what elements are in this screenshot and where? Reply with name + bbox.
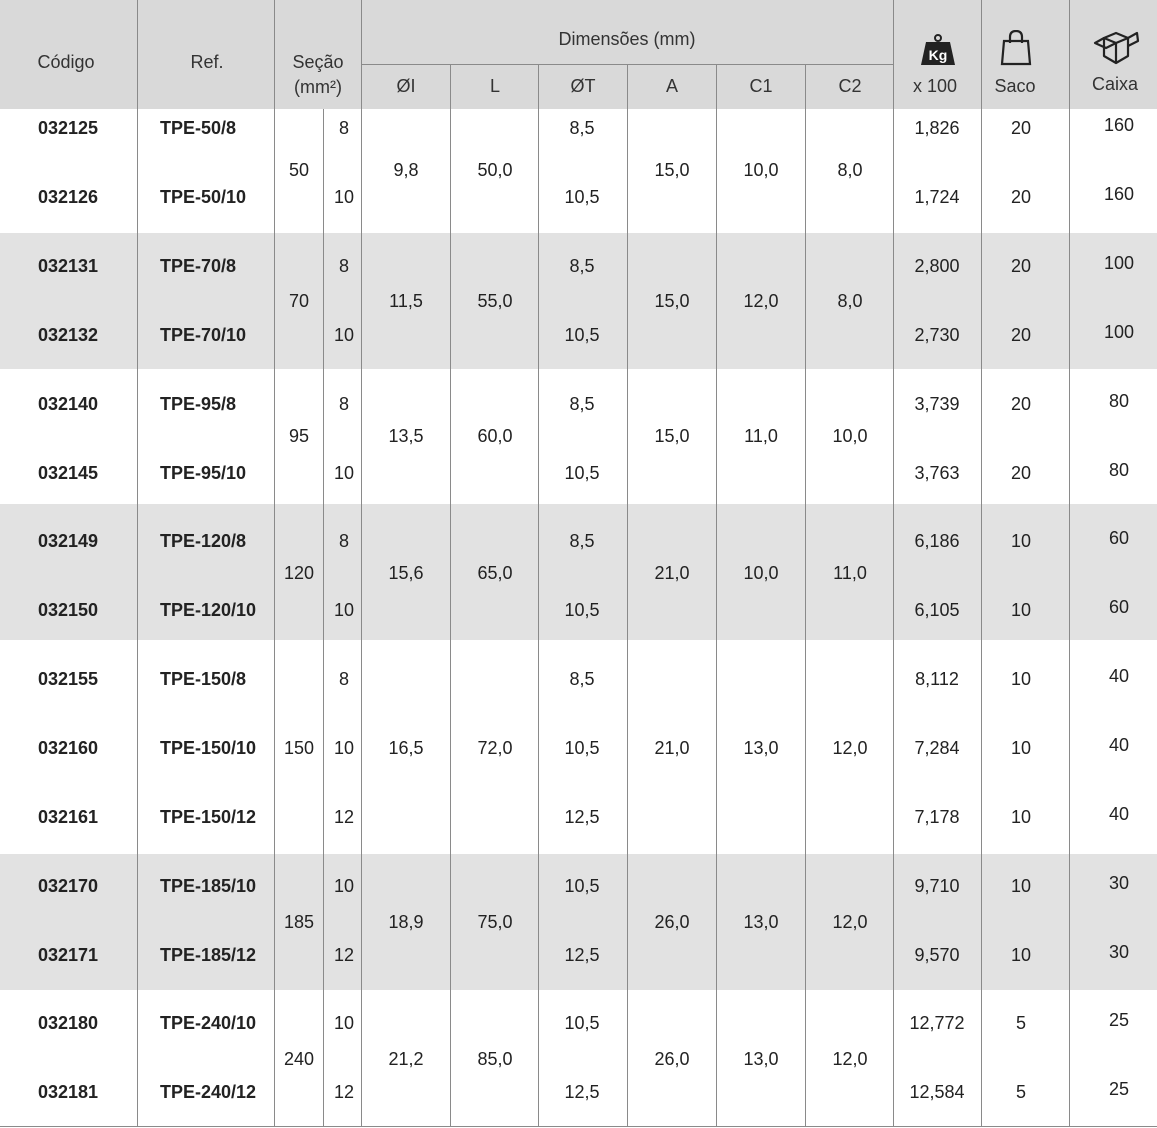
secao-sub-cell: 10: [333, 738, 355, 758]
caixa-cell: 80: [1108, 460, 1130, 480]
row-divider: [0, 1126, 1157, 1127]
codigo-cell: 032126: [38, 187, 99, 207]
secao-sub-cell: 10: [333, 600, 355, 620]
codigo-cell: 032145: [38, 463, 99, 483]
c1-cell: 13,0: [743, 912, 779, 932]
l-cell: 65,0: [477, 563, 513, 583]
c2-cell: 12,0: [832, 1049, 868, 1069]
ref-cell: TPE-150/8: [160, 669, 247, 689]
caixa-cell: 25: [1108, 1079, 1130, 1099]
ref-cell: TPE-95/8: [160, 394, 237, 414]
c1-cell: 10,0: [743, 563, 779, 583]
kg-cell: 9,710: [914, 876, 960, 896]
secao-sub-cell: 12: [333, 945, 355, 965]
oi-cell: 13,5: [388, 426, 424, 446]
codigo-cell: 032181: [38, 1082, 99, 1102]
ref-cell: TPE-50/10: [160, 187, 247, 207]
ot-cell: 12,5: [564, 807, 600, 827]
kg-cell: 2,730: [914, 325, 960, 345]
l-cell: 55,0: [477, 291, 513, 311]
secao-cell: 240: [283, 1049, 315, 1069]
l-cell: 75,0: [477, 912, 513, 932]
oi-cell: 9,8: [393, 160, 419, 180]
a-cell: 26,0: [654, 912, 690, 932]
c2-cell: 12,0: [832, 912, 868, 932]
secao-cell: 150: [283, 738, 315, 758]
ot-cell: 8,5: [569, 118, 595, 138]
secao-sub-cell: 8: [338, 394, 350, 414]
saco-cell: 20: [1010, 187, 1032, 207]
header-ref: Ref.: [190, 52, 224, 72]
ref-cell: TPE-95/10: [160, 463, 247, 483]
codigo-cell: 032180: [38, 1013, 99, 1033]
c2-cell: 10,0: [832, 426, 868, 446]
secao-sub-cell: 8: [338, 118, 350, 138]
ref-cell: TPE-185/10: [160, 876, 257, 896]
kg-cell: 1,724: [914, 187, 960, 207]
kg-cell: 6,105: [914, 600, 960, 620]
ot-cell: 10,5: [564, 1013, 600, 1033]
ot-cell: 8,5: [569, 394, 595, 414]
header-oi: ØI: [396, 76, 416, 96]
row-band: [0, 233, 1157, 369]
kg-cell: 9,570: [914, 945, 960, 965]
weight-icon-label: Kg: [928, 47, 948, 63]
caixa-cell: 30: [1108, 942, 1130, 962]
secao-sub-cell: 10: [333, 325, 355, 345]
oi-cell: 15,6: [388, 563, 424, 583]
saco-cell: 10: [1010, 876, 1032, 896]
ot-cell: 10,5: [564, 600, 600, 620]
saco-cell: 20: [1010, 394, 1032, 414]
header-ot: ØT: [570, 76, 596, 96]
header-secao-unit: (mm²): [294, 77, 342, 97]
secao-sub-cell: 10: [333, 1013, 355, 1033]
secao-sub-cell: 8: [338, 669, 350, 689]
column-divider: [274, 0, 275, 1126]
caixa-cell: 30: [1108, 873, 1130, 893]
kg-cell: 12,584: [909, 1082, 965, 1102]
codigo-cell: 032160: [38, 738, 99, 758]
secao-sub-cell: 10: [333, 876, 355, 896]
codigo-cell: 032125: [38, 118, 99, 138]
column-divider: [450, 64, 451, 1126]
caixa-cell: 40: [1108, 735, 1130, 755]
ot-cell: 10,5: [564, 187, 600, 207]
saco-cell: 20: [1010, 325, 1032, 345]
ref-cell: TPE-185/12: [160, 945, 257, 965]
saco-cell: 10: [1010, 807, 1032, 827]
l-cell: 60,0: [477, 426, 513, 446]
secao-sub-cell: 8: [338, 531, 350, 551]
caixa-cell: 100: [1103, 322, 1135, 342]
column-divider: [805, 64, 806, 1126]
weight-icon: [920, 34, 956, 66]
caixa-cell: 100: [1103, 253, 1135, 273]
caixa-cell: 60: [1108, 597, 1130, 617]
secao-sub-cell: 10: [333, 463, 355, 483]
c1-cell: 12,0: [743, 291, 779, 311]
ot-cell: 10,5: [564, 325, 600, 345]
header-a: A: [665, 76, 679, 96]
oi-cell: 11,5: [389, 291, 423, 311]
secao-sub-cell: 10: [333, 187, 355, 207]
ot-cell: 8,5: [569, 669, 595, 689]
secao-cell: 120: [283, 563, 315, 583]
codigo-cell: 032149: [38, 531, 99, 551]
a-cell: 21,0: [654, 563, 690, 583]
ot-cell: 8,5: [569, 256, 595, 276]
c2-cell: 11,0: [833, 563, 867, 583]
kg-cell: 3,763: [914, 463, 960, 483]
caixa-cell: 80: [1108, 391, 1130, 411]
header-l: L: [489, 76, 501, 96]
caixa-cell: 25: [1108, 1010, 1130, 1030]
column-divider: [627, 64, 628, 1126]
kg-cell: 8,112: [915, 669, 959, 689]
ref-cell: TPE-120/10: [160, 600, 257, 620]
codigo-cell: 032170: [38, 876, 99, 896]
l-cell: 72,0: [477, 738, 513, 758]
ref-cell: TPE-70/10: [160, 325, 247, 345]
kg-cell: 7,284: [914, 738, 960, 758]
caixa-cell: 160: [1103, 184, 1135, 204]
saco-cell: 20: [1010, 256, 1032, 276]
header-kg: x 100: [912, 76, 958, 96]
header-c2: C2: [838, 76, 862, 96]
codigo-cell: 032155: [38, 669, 99, 689]
codigo-cell: 032150: [38, 600, 99, 620]
column-divider: [137, 0, 138, 1126]
ref-cell: TPE-240/12: [160, 1082, 257, 1102]
a-cell: 26,0: [654, 1049, 690, 1069]
column-divider: [893, 0, 894, 1126]
oi-cell: 21,2: [388, 1049, 424, 1069]
ref-cell: TPE-150/10: [160, 738, 257, 758]
l-cell: 50,0: [477, 160, 513, 180]
c2-cell: 8,0: [837, 160, 863, 180]
ot-cell: 12,5: [564, 1082, 600, 1102]
box-icon: [1092, 28, 1140, 68]
secao-cell: 50: [288, 160, 310, 180]
kg-cell: 3,739: [914, 394, 960, 414]
kg-cell: 1,826: [914, 118, 960, 138]
kg-cell: 7,178: [914, 807, 960, 827]
column-divider: [716, 64, 717, 1126]
secao-cell: 95: [288, 426, 310, 446]
kg-cell: 2,800: [914, 256, 960, 276]
column-divider: [1069, 0, 1070, 1126]
column-divider: [323, 109, 324, 1126]
ref-cell: TPE-70/8: [160, 256, 237, 276]
c1-cell: 13,0: [743, 738, 779, 758]
a-cell: 15,0: [654, 160, 690, 180]
secao-cell: 185: [283, 912, 315, 932]
ot-cell: 10,5: [564, 876, 600, 896]
secao-sub-cell: 12: [333, 1082, 355, 1102]
l-cell: 85,0: [477, 1049, 513, 1069]
saco-cell: 10: [1010, 600, 1032, 620]
caixa-cell: 160: [1103, 115, 1135, 135]
header-saco: Saco: [994, 76, 1036, 96]
ref-cell: TPE-240/10: [160, 1013, 257, 1033]
header-c1: C1: [749, 76, 773, 96]
c2-cell: 8,0: [837, 291, 863, 311]
c2-cell: 12,0: [832, 738, 868, 758]
ref-cell: TPE-120/8: [160, 531, 247, 551]
ref-cell: TPE-50/8: [160, 118, 237, 138]
saco-cell: 10: [1010, 945, 1032, 965]
a-cell: 15,0: [654, 291, 690, 311]
kg-cell: 6,186: [914, 531, 960, 551]
header-dimensoes: Dimensões (mm): [558, 29, 696, 49]
kg-cell: 12,772: [909, 1013, 965, 1033]
caixa-cell: 40: [1108, 666, 1130, 686]
ref-cell: TPE-150/12: [160, 807, 257, 827]
c1-cell: 10,0: [743, 160, 779, 180]
bag-icon: [1000, 30, 1032, 66]
oi-cell: 16,5: [388, 738, 424, 758]
secao-cell: 70: [288, 291, 310, 311]
codigo-cell: 032131: [38, 256, 99, 276]
oi-cell: 18,9: [388, 912, 424, 932]
codigo-cell: 032132: [38, 325, 99, 345]
a-cell: 15,0: [654, 426, 690, 446]
row-divider: [361, 64, 893, 65]
saco-cell: 5: [1015, 1082, 1027, 1102]
ot-cell: 8,5: [569, 531, 595, 551]
secao-sub-cell: 8: [338, 256, 350, 276]
column-divider: [361, 0, 362, 1126]
saco-cell: 10: [1010, 669, 1032, 689]
caixa-cell: 60: [1108, 528, 1130, 548]
saco-cell: 20: [1010, 463, 1032, 483]
saco-cell: 5: [1015, 1013, 1027, 1033]
saco-cell: 10: [1010, 738, 1032, 758]
ot-cell: 12,5: [564, 945, 600, 965]
codigo-cell: 032171: [38, 945, 99, 965]
codigo-cell: 032161: [38, 807, 99, 827]
codigo-cell: 032140: [38, 394, 99, 414]
c1-cell: 11,0: [744, 426, 778, 446]
secao-sub-cell: 12: [333, 807, 355, 827]
caixa-cell: 40: [1108, 804, 1130, 824]
column-divider: [538, 64, 539, 1126]
saco-cell: 20: [1010, 118, 1032, 138]
saco-cell: 10: [1010, 531, 1032, 551]
column-divider: [981, 0, 982, 1126]
ot-cell: 10,5: [564, 738, 600, 758]
c1-cell: 13,0: [743, 1049, 779, 1069]
header-caixa: Caixa: [1091, 74, 1139, 94]
header-secao: Seção: [292, 52, 344, 72]
a-cell: 21,0: [654, 738, 690, 758]
ot-cell: 10,5: [564, 463, 600, 483]
header-codigo: Código: [37, 52, 95, 72]
